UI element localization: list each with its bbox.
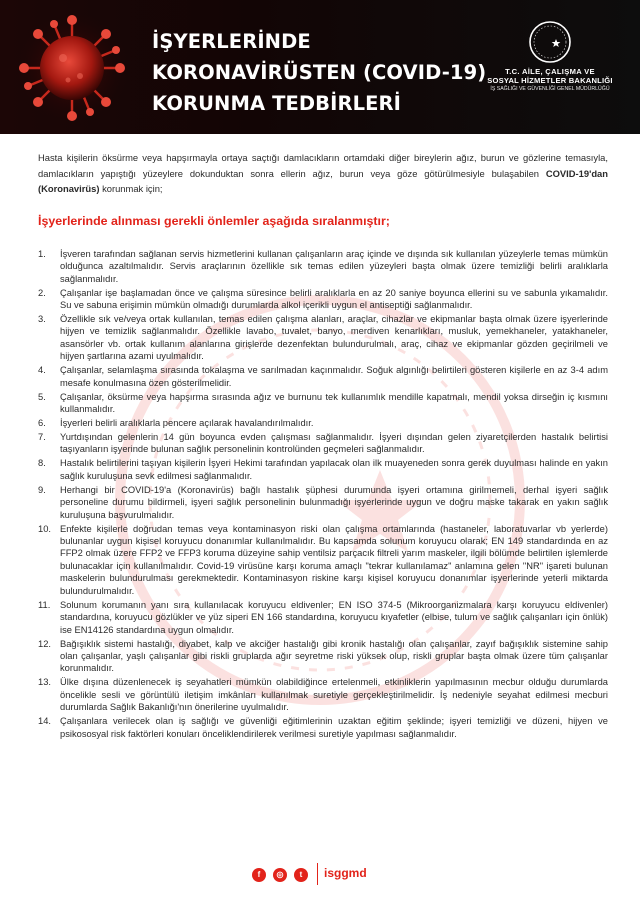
item-number: 2.	[38, 287, 46, 298]
list-item	[38, 676, 608, 713]
social-links	[252, 868, 308, 882]
intro-text: Hasta kişilerin öksürme veya hapşırmayla ortaya saçtığı damlacıkların ortamdaki diğer bireylerin ağız, burun ve gözlerine temasıyla, damlacıkların yapıştığı yüzeylere dokunduktan sonra ellerin ağız, burun veya göze götürülmesiyle bulaşabilen	[38, 152, 608, 179]
list-item	[38, 364, 608, 389]
list-item	[38, 715, 608, 740]
item-number: 6.	[38, 418, 46, 429]
item-text: Çalışanlar, öksürme veya hapşırma sırasında ağız ve burnunu tek kullanımlık mendille kapatmalı, mendil yoksa dirseğin iç kısmını kullanmalıdır.	[60, 391, 608, 415]
item-number: 4.	[38, 365, 46, 376]
social-handle[interactable]: isggmd	[324, 866, 367, 880]
list-item	[38, 484, 608, 521]
item-text: Çalışanlar, selamlaşma sırasında tokalaşma ve sarılmadan kaçınmalıdır. Soğuk algınlığı belirtileri gösteren kişilerle en az 3-4 adım mesafe konulmasına özen gösterilmelidir.	[60, 365, 608, 388]
coronavirus-illustration	[8, 6, 136, 130]
ministry-name-line: T.C. AİLE, ÇALIŞMA VE	[505, 67, 595, 76]
list-item	[38, 391, 608, 416]
item-number: 8.	[38, 458, 46, 469]
item-number: 5.	[38, 391, 46, 402]
list-item	[38, 313, 608, 363]
page-title	[152, 26, 486, 119]
item-text: Bağışıklık sistemi hastalığı, diyabet, kalp ve akciğer hastalığı gibi kronik hastalığı olan çalışanlar, zayıf bağışıklık sistemine sahip olan çalışanlar, yaşlı çalışanlar gibi riskli gruplarda ağır seyretme riski yüksek olup, riskli gruplar başta olmak üzere tüm çalışanlar korunmalıdır.	[60, 638, 608, 674]
item-text: Yurtdışından gelenlerin 14 gün boyunca evden çalışması sağlanmalıdır. İşyeri dışından gelen ziyaretçilerden hastalık belirtisi taşıyanların işyerinde bulunan sağlık personelinin kontrolünden geçmeleri sağlanmalıdır.	[60, 432, 608, 455]
item-text: Çalışanlar işe başlamadan önce ve çalışma süresince belirli aralıklarla en az 20 saniye boyunca ellerini su ve sabunla yıkamalıdır. Su ve sabuna erişimin mümkün olmadığı durumlarda alkol içerikli uygun el antiseptiği sağlanmalıdır.	[60, 287, 608, 310]
instagram-icon[interactable]: ◎	[273, 868, 287, 882]
item-number: 12.	[38, 638, 51, 649]
directorate-name: İŞ SAĞLIĞI VE GÜVENLİĞİ GENEL MÜDÜRLÜĞÜ	[490, 86, 610, 92]
list-item	[38, 523, 608, 597]
item-number: 9.	[38, 484, 46, 495]
ministry-logo-block	[476, 20, 624, 93]
item-text: İşyerleri belirli aralıklarla pencere açılarak havalandırılmalıdır.	[60, 418, 314, 429]
list-item	[38, 287, 608, 312]
title-line: KORONAVİRÜSTEN (COVID-19)	[152, 61, 487, 84]
list-item	[38, 638, 608, 675]
ministry-emblem-icon	[528, 20, 572, 64]
list-item	[38, 248, 608, 285]
list-item	[38, 599, 608, 636]
list-item	[38, 431, 608, 456]
item-text: Özellikle sık ve/veya ortak kullanılan, temas edilen çalışma alanları, araçlar, cihazlar ve ekipmanlar başta olmak üzere işyerlerinde hijyen ve temizlik sağlanmalıdır. Özellikle lavabo, tuvalet, banyo, merdiven kenarlıkları, musluk, yemekhaneler, yatakhaneler, asansörler vb. ortak kullanım alanlarına girişlerde dezenfektan bulundurulmalı, araç, cihaz ve ekipmanlar gözden geçirilmeli ve hijyen şartlarına azami uyulmalıdır.	[60, 314, 608, 362]
item-number: 11.	[38, 599, 51, 610]
footer	[0, 858, 640, 890]
twitter-icon[interactable]: t	[294, 868, 308, 882]
item-text: İşveren tarafından sağlanan servis hizmetlerini kullanan çalışanların araç içinde ve dışında sık kullanılan yüzeylerle temas mümkün olduğunca azaltılmalıdır. Servis araçlarının özellikle sık temas edilen yüzeyleri başta olmak üzere temizliği belirli aralıklarla sağlanmalıdır.	[60, 248, 608, 284]
item-number: 14.	[38, 716, 51, 727]
item-text: Solunum korumanın yanı sıra kullanılacak koruyucu eldivenler; EN ISO 374-5 (Mikroorganizmalara karşı koruyucu eldivenler) standardına, koruyucu gözlükler ve yüz siperi EN 166 standardına, koruyucu kıyafetler (elbise, tulum ve sağlık çalışanları için önlük) ise EN14126 standardına uygun olmalıdır.	[60, 599, 608, 635]
ministry-name-line: SOSYAL HİZMETLER BAKANLIĞI	[487, 76, 613, 85]
item-number: 1.	[38, 248, 46, 259]
item-number: 13.	[38, 677, 51, 688]
intro-tail: korunmak için;	[99, 183, 163, 195]
item-text: Enfekte kişilerle doğrudan temas veya kontaminasyon riski olan çalışma ortamlarında (hastaneler, laboratuvarlar vb yerlerde) bulunanlar uygun kişisel koruyucu donanımlar kullanılmalıdır. Bu kapsamda solunum koruyucu olarak; EN 149 standardında en az FFP2 olmak üzere FFP2 ve FFP3 koruma düzeyine sahip ventilsiz parçacık filtreli yarım maskeler, ilgili bölümde belirtilen işlemlerde bulunacaklar için kullanılmalıdır. Covid-19 virüsüne karşı koruma amaçlı "tekrar kullanılamaz" anlamına gelen "NR" işareti bulunan maskelerin bulundurulması gerekmektedir. Kontaminasyon riskine karşı kişisel koruyucu donanımlar işyerlerinde yeterli miktarda bulundurulmalıdır.	[60, 523, 608, 596]
item-number: 10.	[38, 523, 51, 534]
item-text: Çalışanlara verilecek olan iş sağlığı ve güvenliği eğitimlerinin uzaktan eğitim şeklinde; işyeri temizliği ve düzeni, hijyen ve psikososyal risk faktörleri konuları önceliklendirilerek verilmesi suretiyle yapılması sağlanmalıdır.	[60, 716, 608, 739]
item-number: 7.	[38, 432, 46, 443]
title-line: KORUNMA TEDBİRLERİ	[152, 92, 402, 115]
footer-divider	[317, 863, 318, 885]
item-text: Hastalık belirtilerini taşıyan kişilerin İşyeri Hekimi tarafından yapılacak olan ilk muayeneden sonra gerek duyulması halinde en yakın sağlık kuruluşuna sevk edilmesi sağlanmalıdır.	[60, 458, 608, 481]
section-heading: İşyerlerinde alınması gerekli önlemler aşağıda sıralanmıştır;	[38, 213, 390, 228]
intro-bold-term: COVID-19'dan (Koronavirüs)	[38, 167, 608, 195]
header-banner	[0, 0, 640, 134]
title-line: İŞYERLERİNDE	[152, 30, 311, 53]
item-text: Ülke dışına düzenlenecek iş seyahatleri mümkün olabildiğince ertelenmeli, etkinliklerin yapılmasının mecbur olduğu durumlarda öncelikle sesli ve görüntülü iletişim imkânları kullanılmak suretiyle gerçekleştirilmelidir. İş nedeniyle seyahat edilmesi mecburi durumlarda Sağlık Bakanlığı'nın önerilerine uyulmalıdır.	[60, 677, 608, 713]
item-number: 3.	[38, 314, 46, 324]
measures-list	[38, 248, 608, 740]
list-item	[38, 457, 608, 482]
item-text: Herhangi bir COVID-19'a (Koronavirüs) bağlı hastalık şüphesi durumunda işyeri ortamına girilmemeli, derhal işyeri sağlık personeline durumu bildirmeli, işyeri sağlık personelinin bulunmadığı işyerlerinde uygun ve doğru maske takarak en yakın sağlık kuruluşuna başvurulmalıdır.	[60, 484, 608, 520]
list-item	[38, 417, 608, 429]
content-area	[38, 150, 608, 742]
facebook-icon[interactable]: f	[252, 868, 266, 882]
intro-paragraph	[38, 150, 608, 197]
